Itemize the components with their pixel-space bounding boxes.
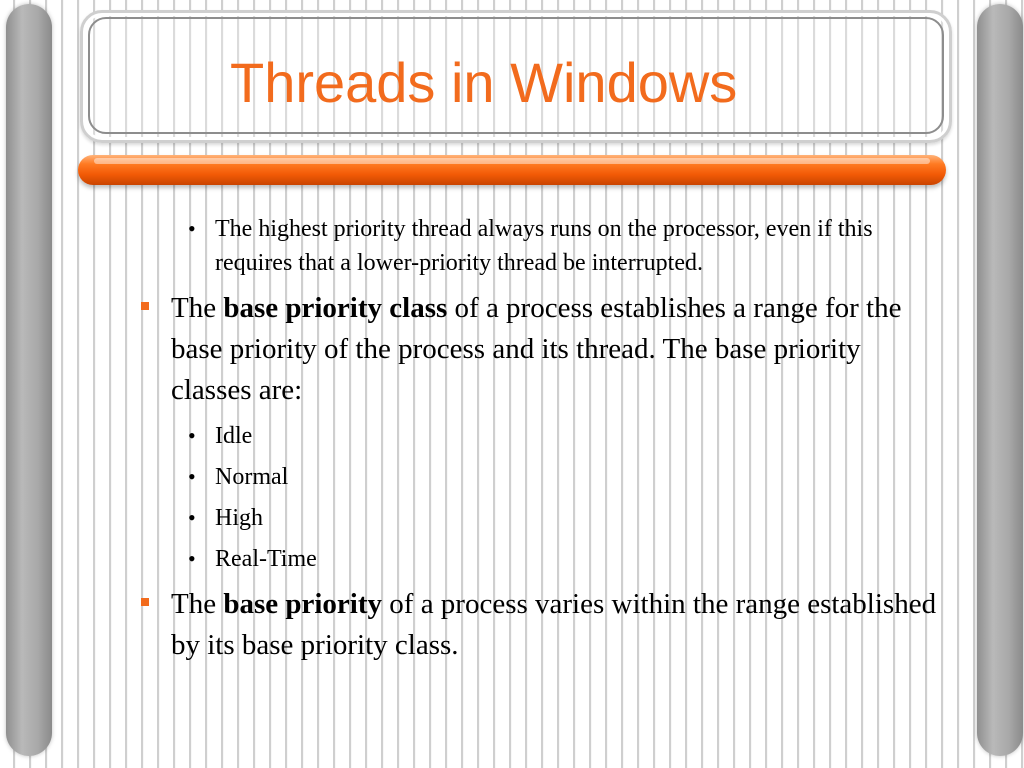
- bullet-term: base priority: [223, 588, 383, 620]
- bullet-text-rest: of a process establishes a range for the base priority of the process and its thread. The base priority classes are:: [171, 292, 902, 406]
- bullet-text-rest: of a process varies within the range established by its base priority class.: [171, 588, 937, 661]
- bullet-text-lead: The: [171, 588, 224, 620]
- square-bullet-icon: [141, 598, 149, 606]
- priority-class-list: [188, 419, 317, 583]
- bullet-text-lead: The: [171, 292, 224, 324]
- bullet-dot-icon: •: [188, 216, 196, 241]
- list-item: [188, 501, 317, 542]
- priority-class-label: High: [215, 505, 263, 531]
- bullet-highest-priority: [188, 212, 945, 280]
- bullet-term: base priority class: [223, 292, 448, 324]
- bullet-dot-icon: •: [188, 505, 196, 530]
- priority-class-label: Idle: [215, 423, 253, 449]
- list-item: [188, 419, 317, 460]
- bullet-text: The highest priority thread always runs on the processor, even if this requires that a lower-priority thread be interrupted.: [215, 216, 873, 276]
- priority-class-label: Real-Time: [215, 546, 317, 572]
- list-item: [188, 460, 317, 501]
- priority-class-label: Normal: [215, 464, 289, 490]
- bullet-dot-icon: •: [188, 546, 196, 571]
- list-item: [188, 542, 317, 583]
- bullet-base-priority: [171, 584, 946, 666]
- slide-title: Threads in Windows: [230, 51, 738, 114]
- bullet-dot-icon: •: [188, 464, 196, 489]
- bullet-base-priority-class: [171, 288, 946, 411]
- square-bullet-icon: [141, 302, 149, 310]
- bullet-dot-icon: •: [188, 423, 196, 448]
